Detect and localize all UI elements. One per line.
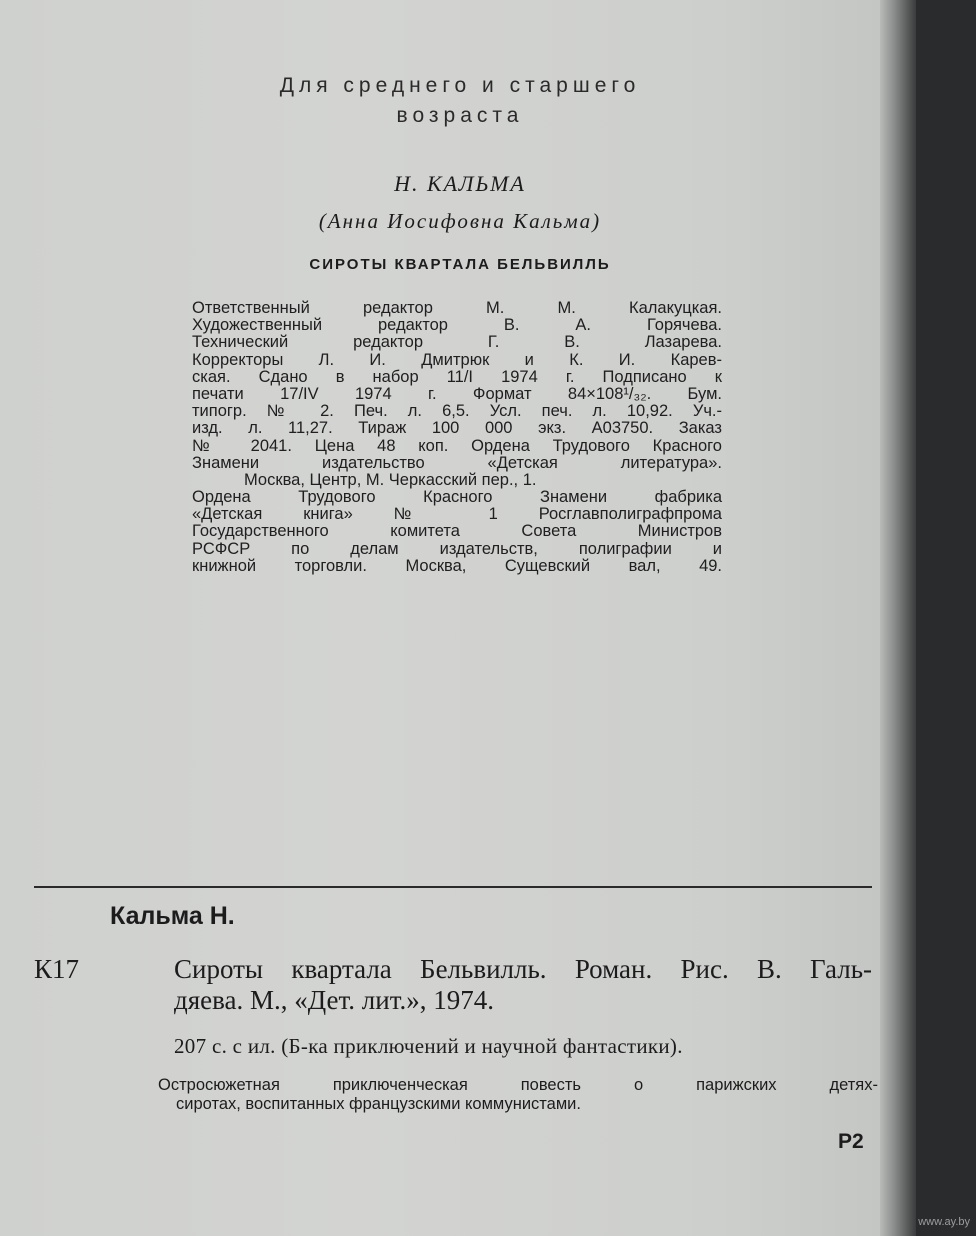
- catalog-card-annotation-line: Остросюжетная приключенческая повесть о парижских детях-: [158, 1076, 878, 1094]
- imprint-block: [192, 300, 722, 575]
- imprint-line: типогр. № 2. Печ. л. 6,5. Усл. печ. л. 10,92. Уч.-: [192, 402, 722, 421]
- background-strip: [916, 0, 976, 1236]
- imprint-line: Ордена Трудового Красного Знамени фабрика: [192, 488, 722, 507]
- imprint-line: книжной торговли. Москва, Сущевский вал, 49.: [192, 556, 722, 575]
- catalog-card-description-line: дяева. М., «Дет. лит.», 1974.: [174, 985, 494, 1015]
- author-full-name: (Анна Иосифовна Кальма): [318, 209, 602, 233]
- catalog-card-code: К17: [34, 954, 80, 984]
- audience-line-2: возраста: [396, 104, 524, 127]
- imprint-line: Знамени издательство «Детская литература».: [192, 453, 722, 472]
- catalog-card-author: Кальма Н.: [110, 902, 235, 930]
- imprint-line: Ответственный редактор М. М. Калакуцкая.: [192, 299, 722, 317]
- author-short: Н. КАЛЬМА: [394, 171, 526, 196]
- catalog-card-classification: Р2: [838, 1130, 864, 1153]
- imprint-line: Корректоры Л. И. Дмитрюк и К. И. Карев-: [192, 350, 722, 369]
- imprint-line: Государственного комитета Совета Министров: [192, 522, 722, 541]
- audience-line-1: Для среднего и старшего: [279, 74, 641, 97]
- catalog-card-annotation-line: сиротах, воспитанных французскими коммунистами.: [176, 1095, 581, 1113]
- imprint-line: РСФСР по делам издательств, полиграфии и: [192, 539, 722, 558]
- imprint-line: Москва, Центр, М. Черкасский пер., 1.: [244, 470, 537, 489]
- imprint-line: № 2041. Цена 48 коп. Ордена Трудового Красного: [192, 436, 722, 455]
- catalog-card-annotation: [158, 1076, 878, 1114]
- catalog-card-pages: 207 с. с ил. (Б-ка приключений и научной фантастики).: [174, 1034, 683, 1058]
- page-edge-shadow: [880, 0, 916, 1236]
- imprint-line: изд. л. 11,27. Тираж 100 000 экз. А03750. Заказ: [192, 419, 722, 438]
- watermark-text: www.ay.by: [918, 1216, 970, 1228]
- imprint-line: печати 17/IV 1974 г. Формат 84×108¹/₃₂. Бум.: [192, 384, 722, 403]
- catalog-card-description-line: Сироты квартала Бельвилль. Роман. Рис. В. Галь-: [174, 954, 872, 984]
- imprint-line: «Детская книга» № 1 Росглавполиграфпрома: [192, 505, 722, 524]
- catalog-card-divider: [34, 886, 872, 888]
- imprint-line: Технический редактор Г. В. Лазарева.: [192, 333, 722, 352]
- catalog-card-description: [174, 954, 872, 1016]
- imprint-line: ская. Сдано в набор 11/I 1974 г. Подписано к: [192, 367, 722, 386]
- book-title: СИРОТЫ КВАРТАЛА БЕЛЬВИЛЛЬ: [309, 256, 611, 273]
- imprint-line: Художественный редактор В. А. Горячева.: [192, 316, 722, 335]
